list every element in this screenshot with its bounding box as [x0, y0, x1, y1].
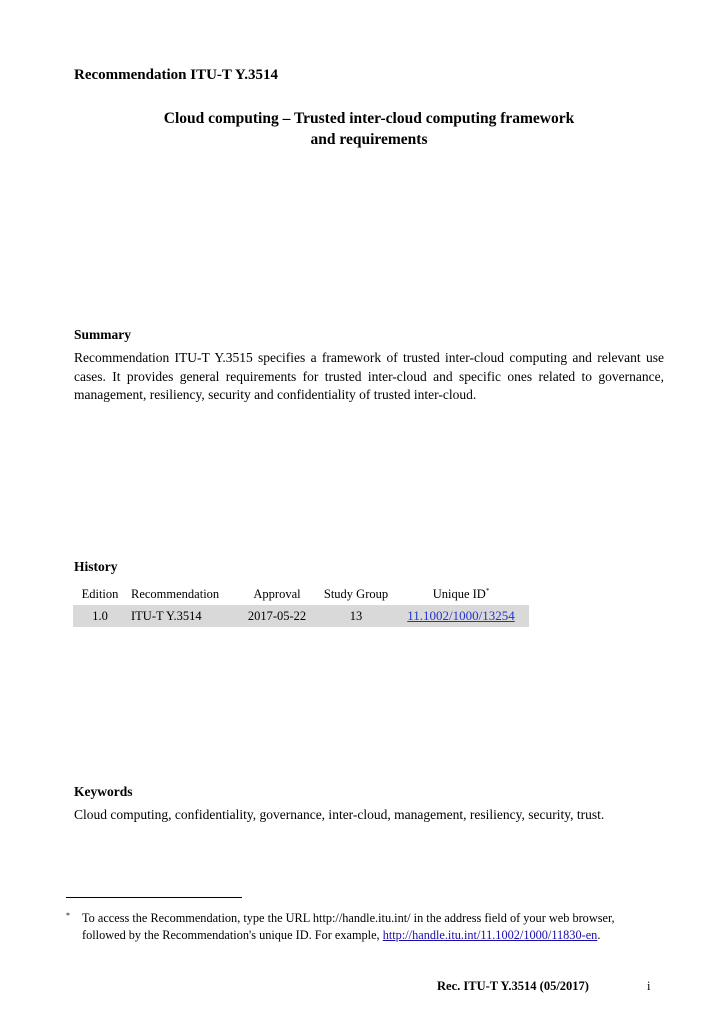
keywords-heading: Keywords [74, 784, 133, 799]
cell-edition: 1.0 [73, 605, 127, 627]
column-header-unique-id [393, 583, 529, 605]
footnote-text-before-link: To access the Recommendation, type the URL http://handle.itu.int/ in the address field of your web browser, followed by the Recommendation's unique ID. For example, [82, 911, 615, 942]
column-header-approval: Approval [253, 586, 301, 601]
unique-id-label: Unique ID [432, 586, 486, 601]
footer-reference: Rec. ITU-T Y.3514 (05/2017) [437, 979, 589, 993]
unique-id-link[interactable]: 11.1002/1000/13254 [407, 608, 515, 623]
footnote-divider [66, 897, 242, 898]
footnote-text [82, 910, 652, 944]
history-table [73, 583, 529, 627]
footnote-example-link[interactable]: http://handle.itu.int/11.1002/1000/11830-en [382, 928, 598, 942]
cell-recommendation: ITU-T Y.3514 [127, 605, 235, 627]
footnote-marker: * [66, 911, 70, 920]
table-row [73, 605, 529, 627]
column-header-edition: Edition [81, 586, 119, 601]
history-heading: History [74, 559, 118, 574]
page-number: i [647, 979, 651, 993]
footnote-marker: * [485, 586, 490, 595]
history-header-row [73, 583, 529, 605]
column-header-recommendation: Recommendation [131, 586, 220, 601]
cell-unique-id [393, 605, 529, 627]
summary-heading: Summary [74, 327, 131, 342]
document-title [74, 108, 664, 150]
document-title-line-1: Cloud computing – Trusted inter-cloud computing framework [163, 110, 575, 127]
cell-approval: 2017-05-22 [235, 605, 319, 627]
recommendation-title: Recommendation ITU-T Y.3514 [74, 67, 279, 83]
summary-text: Recommendation ITU-T Y.3515 specifies a framework of trusted inter-cloud computing and relevant use cases. It provides general requirements for trusted inter-cloud and specific ones related to governance, management, resiliency, security and confidentiality of trusted inter-cloud. [74, 350, 664, 402]
document-title-line-2: and requirements [310, 131, 428, 148]
keywords-text: Cloud computing, confidentiality, governance, inter-cloud, management, resiliency, security, trust. [74, 807, 605, 822]
footnote-text-after-link: . [597, 928, 601, 942]
column-header-study-group: Study Group [323, 586, 389, 601]
cell-study-group: 13 [319, 605, 393, 627]
